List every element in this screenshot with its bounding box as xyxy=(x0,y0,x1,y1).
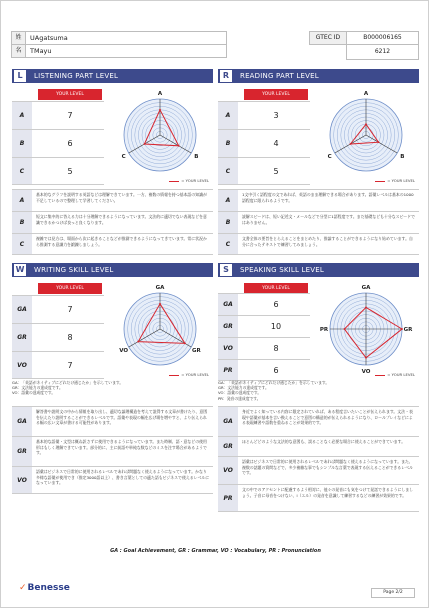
your-level-header: YOUR LEVEL xyxy=(38,89,102,100)
gtec-id-value: B000006165 xyxy=(346,31,419,45)
level-row xyxy=(218,157,310,185)
radar-point xyxy=(159,109,161,111)
description-text: 短文に集中的に答える力は十分理解できるようになっています。文法的に適切でない表現などを意識できるかつけば良っと良くなります。 xyxy=(36,214,207,225)
level-key: A xyxy=(12,102,32,129)
description-key: GA xyxy=(12,407,32,436)
radar-point xyxy=(378,141,380,143)
given-name-row xyxy=(11,44,227,58)
surname-row xyxy=(11,31,227,45)
level-key: B xyxy=(12,130,32,157)
description-key: VO xyxy=(12,467,32,493)
page-number: Page 2/2 xyxy=(371,588,415,598)
level-row xyxy=(12,351,104,379)
description-key: VO xyxy=(218,457,238,484)
description-text: 文の中でのアクセントに配慮するよう相対に、他々の発音にも気をつけて発話できるようにしましょう。子音に母音をつけない、l（エル）の発音を意識して練習するなどの練習が効果的です。 xyxy=(242,487,414,498)
surname-value: UAgatsuma xyxy=(30,34,68,42)
level-row xyxy=(12,323,104,351)
writing-radar-chart xyxy=(110,279,210,379)
radar-point xyxy=(159,303,161,305)
description-key: GR xyxy=(218,437,238,456)
description-text: 文書全体の要旨をとらえることをまとめたり、推論することができるようになり始めています。自分に合ったテキストで練習してみましょう。 xyxy=(242,236,413,247)
level-key: GA xyxy=(218,294,238,315)
abbreviation-notes xyxy=(218,380,419,401)
level-row xyxy=(12,101,104,129)
reading-radar-chart xyxy=(316,85,416,185)
description-key: C xyxy=(12,234,32,254)
level-key: GR xyxy=(218,316,238,337)
level-row xyxy=(12,157,104,185)
given-name-key: 名 xyxy=(12,45,26,57)
speaking-section xyxy=(218,263,419,541)
your-level-header: YOUR LEVEL xyxy=(38,283,102,294)
radar-point xyxy=(184,343,186,345)
level-value: 7 xyxy=(67,361,73,370)
description-text: ほとんどどのような文法的な意図も、誤ることなく必要な場合に使えることができています。 xyxy=(242,439,406,444)
description-text: 語彙はビジネスで日常的に使用されるレベルであれば問題なく使えるようになっています。また、複数の話題の質問などで、多少複雑な事でもシンプルな言葉で表現する伝えることができるレベルです。 xyxy=(242,459,413,476)
radar-point xyxy=(137,341,139,343)
radar-point xyxy=(365,123,367,125)
description-row xyxy=(218,406,419,436)
description-key: A xyxy=(218,190,238,211)
listening-radar-chart xyxy=(110,85,210,185)
speaking-radar-chart xyxy=(316,279,416,379)
level-value: 7 xyxy=(67,111,73,120)
description-row xyxy=(218,436,419,456)
radar-axis-label: GR xyxy=(191,347,201,354)
level-key: C xyxy=(12,158,32,184)
note-line: VO：語彙の達成度です。 xyxy=(12,390,56,396)
level-row xyxy=(218,337,310,359)
legend xyxy=(375,372,415,377)
level-row xyxy=(12,295,104,323)
description-row xyxy=(218,211,419,233)
level-key: GR xyxy=(12,324,32,351)
description-text: 基本的なグラフを説明する英語などは理解できています。一方、複数の情報を持つ基本語の知識が不足しているので整理して学習してください。 xyxy=(36,192,207,203)
level-value: 10 xyxy=(270,322,282,331)
radar-point xyxy=(365,307,367,309)
speaking-title: SPEAKING SKILL LEVEL xyxy=(240,266,324,274)
description-row xyxy=(12,211,213,233)
legend xyxy=(169,178,209,183)
radar-axis-label: B xyxy=(194,153,199,160)
description-key: B xyxy=(12,212,32,233)
radar-point xyxy=(401,328,403,330)
description-text: 解答書や説明文の中から情報を取り出し、適切な論理構造を考えて説得する文章が書けたり、意図を伝えたり説明することができるレベルです。語彙や表現の幅を広げ場を増やすと、より伝えられる幅の広い文章が書ける可能性があります。 xyxy=(36,409,208,426)
level-row xyxy=(218,129,310,157)
description-row xyxy=(218,484,419,512)
level-row xyxy=(218,359,310,381)
your-level-header: YOUR LEVEL xyxy=(244,283,308,294)
listening-letter: L xyxy=(14,70,26,82)
description-row xyxy=(12,233,213,255)
writing-letter: W xyxy=(15,265,25,274)
description-text: 基本的な語彙・文型は概ね訳さずに使用できるようになっています。また時制、語・意などの使用形はもしく理解できています。部分的に、主に前語や単純な数などのミスを注す場合があるようです。 xyxy=(36,439,207,456)
level-row xyxy=(12,129,104,157)
gtec-id-box xyxy=(309,31,419,60)
description-key: GR xyxy=(12,437,32,466)
level-row xyxy=(218,315,310,337)
reading-title-bar xyxy=(218,69,419,83)
radar-axis-label: A xyxy=(363,90,369,97)
description-text: 1文中引く語程度の文であれば、英語のまま理解できる場合があります。語彙レベルは基本の1000語程度に限られるようです。 xyxy=(242,192,414,203)
description-key: GA xyxy=(218,407,238,436)
listening-title: LISTENING PART LEVEL xyxy=(34,72,119,80)
radar-axis-label: C xyxy=(121,153,126,160)
radar-axis-label: GR xyxy=(403,326,413,333)
surname-key: 姓 xyxy=(12,32,26,44)
description-row xyxy=(218,189,419,211)
description-text: 語彙はビジネスで日常的に使用されるレベルであれば問題なく使えるようになっています。かなり多様な語彙が使用でき（推定3000語以上）、書き言葉としての適た語もビジネスで使えるレベルになっています。 xyxy=(36,469,210,486)
logo-text: Benesse xyxy=(27,583,70,593)
description-key: C xyxy=(218,234,238,254)
benesse-mark-icon: ✓ xyxy=(19,583,27,593)
level-row xyxy=(218,101,310,129)
description-key: B xyxy=(218,212,238,233)
listening-section xyxy=(12,69,213,255)
radar-point xyxy=(178,145,180,147)
radar-axis-label: GA xyxy=(361,284,371,291)
description-row xyxy=(218,456,419,484)
radar-axis-label: A xyxy=(157,90,163,97)
description-row xyxy=(218,233,419,255)
description-row xyxy=(12,406,213,436)
level-value: 8 xyxy=(67,333,73,342)
note-line: GR：文法能力の達成度です。 xyxy=(12,385,63,391)
note-line: GR：文法能力の達成度です。 xyxy=(218,385,269,391)
description-row xyxy=(12,436,213,466)
level-key: B xyxy=(218,130,238,157)
level-key: GA xyxy=(12,296,32,323)
level-value: 3 xyxy=(273,111,279,120)
speaking-title-bar xyxy=(218,263,419,277)
level-value: 8 xyxy=(273,344,279,353)
radar-axis-label: GA xyxy=(155,284,165,291)
legend-label: = YOUR LEVEL xyxy=(387,372,415,377)
level-key: PR xyxy=(218,360,238,380)
note-line: GA：「英語がネイティブにどれだけ通じたか」を示しています。 xyxy=(218,380,330,385)
speaking-letter: S xyxy=(220,264,232,276)
reading-title: READING PART LEVEL xyxy=(240,72,319,80)
level-row xyxy=(218,293,310,315)
benesse-logo xyxy=(19,583,70,593)
legend xyxy=(169,372,209,377)
legend-label: = YOUR LEVEL xyxy=(181,178,209,183)
note-line: PR：発音の達成度です。 xyxy=(218,395,261,401)
writing-section xyxy=(12,263,213,541)
legend xyxy=(375,178,415,183)
description-text: 読解スピードは、短い記述文・メールなどで分型に1語程度です。まだ基礎なども十分なスピードではありません。 xyxy=(242,214,415,225)
radar-point xyxy=(350,143,352,145)
level-key: VO xyxy=(218,338,238,359)
level-key: VO xyxy=(12,352,32,378)
radar-axis-label: VO xyxy=(361,368,371,375)
description-text: 複雑では見方は、場面から次に起きることなどが推測できるようになってきています。常に状況から推測する意識力を鍛錬しましょう。 xyxy=(36,236,207,247)
abbreviation-legend: GA : Goal Achievement, GR : Grammar, VO : Vocabulary, PR : Pronunciation xyxy=(110,548,321,554)
radar-point xyxy=(144,143,146,145)
note-line: VO：語彙の達成度です。 xyxy=(218,390,262,396)
writing-title: WRITING SKILL LEVEL xyxy=(34,266,114,274)
description-text: 身近でよく知っている内容に限定されていれば、ある程度言いたいことが伝えられます。文法・表現や語彙が基本を言い換えることで意図の構造的が伝えられるようになり、ロールプレイなどによる表現練習や語数を重ねることが効果的です。 xyxy=(242,409,413,426)
level-value: 6 xyxy=(67,139,73,148)
legend-label: = YOUR LEVEL xyxy=(181,372,209,377)
level-value: 6 xyxy=(273,300,279,309)
level-value: 5 xyxy=(273,167,279,176)
radar-point xyxy=(365,357,367,359)
description-key: A xyxy=(12,190,32,211)
reading-letter: R xyxy=(220,70,232,82)
description-key: PR xyxy=(218,485,238,511)
radar-axis-label: PR xyxy=(319,326,329,333)
legend-label: = YOUR LEVEL xyxy=(387,178,415,183)
level-value: 4 xyxy=(273,139,279,148)
gtec-id-label: GTEC ID xyxy=(309,31,347,45)
radar-point xyxy=(344,328,346,330)
listening-title-bar xyxy=(12,69,213,83)
level-value: 5 xyxy=(67,167,73,176)
writing-title-bar xyxy=(12,263,213,277)
level-key: A xyxy=(218,102,238,129)
gtec-code-value: 6212 xyxy=(346,44,419,60)
level-value: 7 xyxy=(67,305,73,314)
radar-axis-label: B xyxy=(400,153,405,160)
radar-axis-label: VO xyxy=(119,347,129,354)
abbreviation-notes xyxy=(12,380,213,396)
description-row xyxy=(12,466,213,494)
note-line: GA：「英語がネイティブにどれだけ通じたか」を示しています。 xyxy=(12,380,124,385)
given-name-value: TMayu xyxy=(30,47,52,55)
level-value: 6 xyxy=(273,366,279,375)
reading-section xyxy=(218,69,419,255)
level-key: C xyxy=(218,158,238,184)
radar-axis-label: C xyxy=(327,153,332,160)
description-row xyxy=(12,189,213,211)
your-level-header: YOUR LEVEL xyxy=(244,89,308,100)
